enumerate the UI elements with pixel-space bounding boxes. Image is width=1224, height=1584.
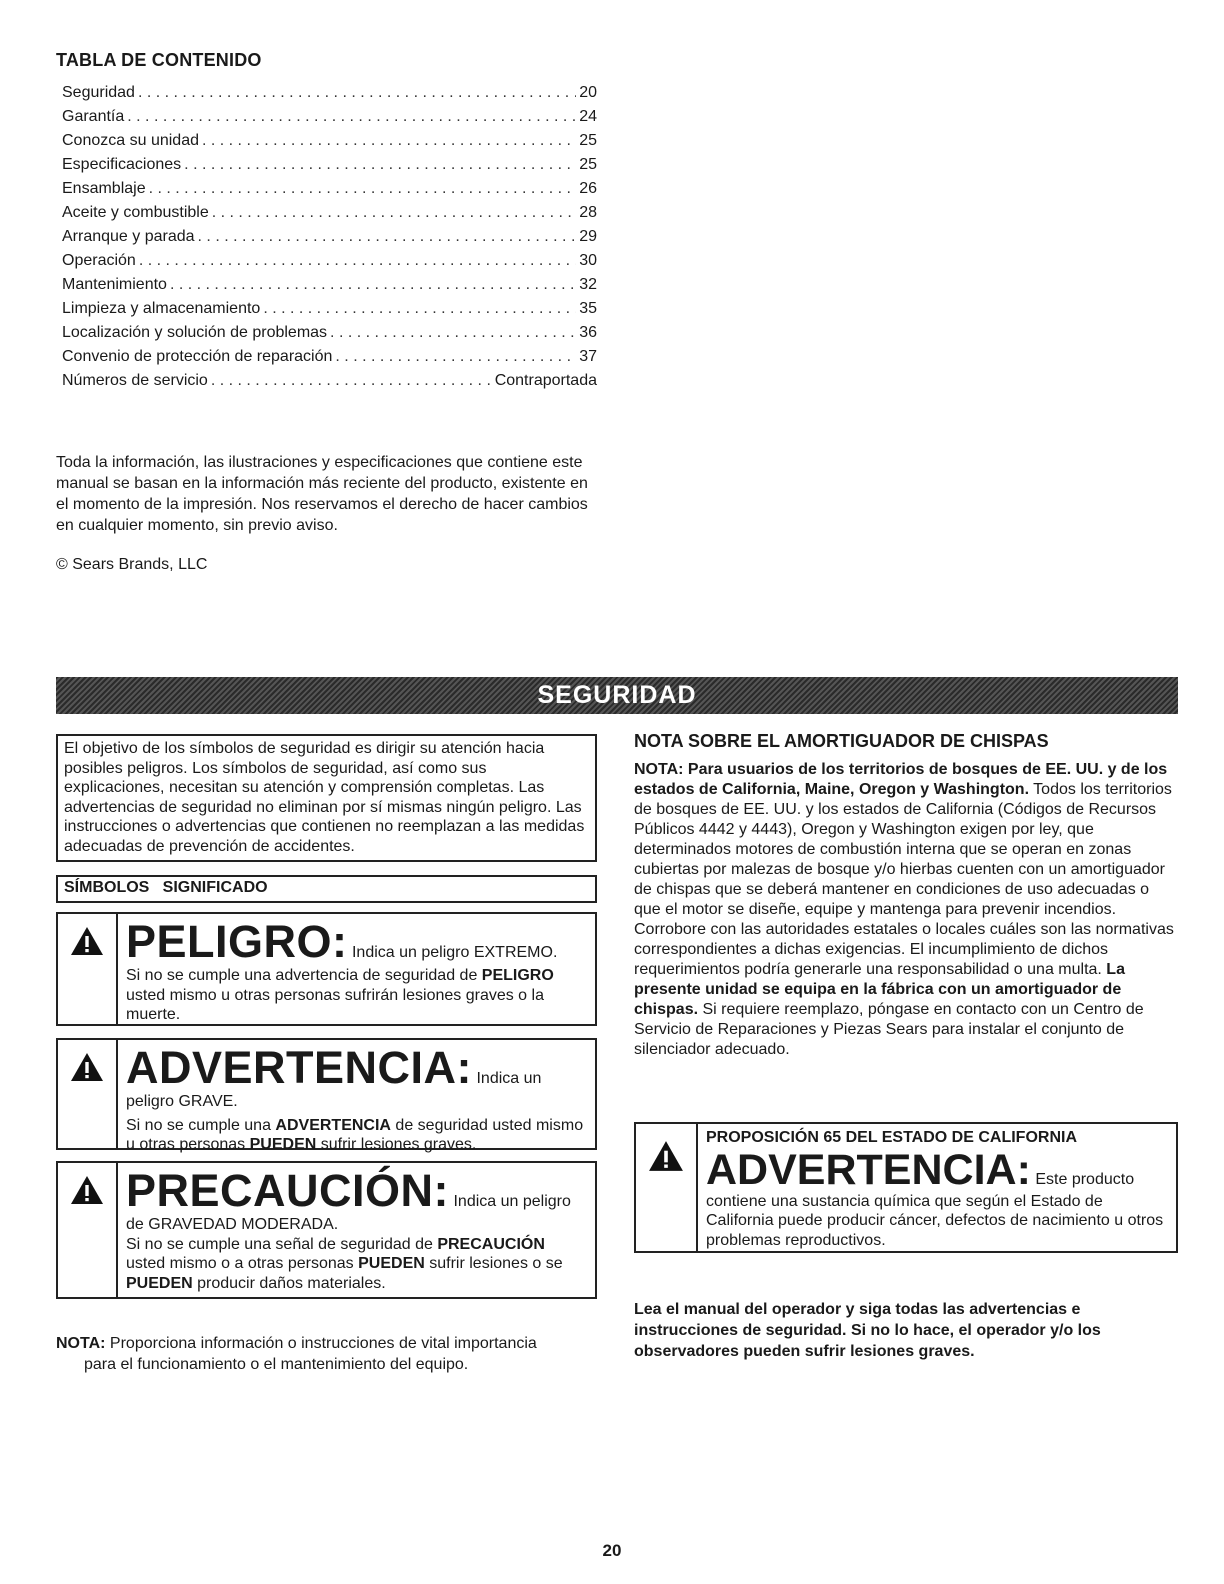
toc-entry: [62, 84, 597, 108]
spark-bold-lead: NOTA: Para usuarios de los territorios de bosques de EE. UU. y de los estados de California, Maine, Oregon y Washington.: [634, 761, 1168, 798]
toc-entry-page: 26: [579, 180, 597, 197]
page-number: 20: [602, 1541, 622, 1560]
table-of-contents: [62, 84, 597, 396]
copyright: © Sears Brands, LLC: [56, 556, 208, 573]
symbols-header: SÍMBOLOS SIGNIFICADO: [56, 875, 597, 903]
signal-precaucion: [56, 1161, 597, 1299]
spark-arrester-body: [634, 760, 1179, 1060]
warning-triangle-icon: [58, 1040, 118, 1148]
toc-leader-dots: [149, 180, 577, 198]
warning-triangle-icon: [58, 1163, 118, 1297]
toc-leader-dots: [127, 108, 576, 126]
spark-text: Todos los territorios de bosques de EE. UU. y los estados de California (Códigos de Recursos Públicos 4442 y 4443), Oregon y Washington exigen por ley, que determinados motores de combustión interna que se operan en zonas cubiertas por malezas de bosque y/o hierbas cuenten con un amortiguador de chispas que se deberá mantener en condiciones de uso adecuadas o que el motor se diseñe, equipe y mantenga para prevenir incendios. Corrobore con las autoridades estatales o locales cuáles son las normativas correspondientes a dichas exigencias. El incumplimiento de dichos requerimientos podría generarle una responsabilidad o una multa.: [634, 781, 1174, 978]
toc-entry-page: Contraportada: [494, 372, 597, 389]
spark-text: Si requiere reemplazo, póngase en contacto con un Centro de Servicio de Reparaciones y Piezas Sears para instalar el conjunto de silenciador adecuado.: [634, 1001, 1144, 1058]
signal-word: PELIGRO:: [126, 916, 348, 967]
toc-entry-page: 36: [579, 324, 597, 341]
toc-entry-page: 29: [579, 228, 597, 245]
signal-word: ADVERTENCIA:: [126, 1042, 473, 1093]
signal-text: Si no se cumple una señal de seguridad de: [126, 1235, 438, 1253]
toc-entry: [62, 108, 597, 132]
signal-emph: PRECAUCIÓN: [437, 1235, 545, 1253]
toc-leader-dots: [138, 84, 576, 102]
toc-entry: [62, 252, 597, 276]
signal-word: ADVERTENCIA:: [706, 1145, 1031, 1194]
toc-entry-page: 28: [579, 204, 597, 221]
prop65-title: PROPOSICIÓN 65 DEL ESTADO DE CALIFORNIA: [706, 1129, 1078, 1146]
toc-entry-label: Números de servicio: [62, 372, 208, 389]
signal-text: sufrir lesiones graves.: [316, 1136, 477, 1153]
warning-triangle-icon: [636, 1124, 698, 1251]
signal-lead: Indica un peligro GRAVE.: [126, 1070, 542, 1110]
signal-text: usted mismo u otras personas sufrirán lesiones graves o la muerte.: [126, 986, 544, 1023]
signal-word: PRECAUCIÓN:: [126, 1165, 450, 1216]
toc-entry: [62, 372, 597, 396]
toc-entry-page: 20: [579, 84, 597, 101]
toc-entry: [62, 348, 597, 372]
toc-leader-dots: [211, 372, 492, 390]
signal-text: sufrir lesiones o se: [424, 1255, 563, 1272]
signal-text: Si no se cumple una: [126, 1116, 276, 1134]
nota-paragraph: [56, 1333, 601, 1375]
warning-triangle-icon: [58, 914, 118, 1024]
toc-entry-label: Arranque y parada: [62, 228, 195, 245]
toc-leader-dots: [170, 276, 576, 294]
toc-entry-label: Mantenimiento: [62, 276, 167, 293]
signal-text: producir daños materiales.: [192, 1274, 386, 1292]
toc-leader-dots: [139, 252, 576, 270]
toc-leader-dots: [263, 300, 576, 318]
toc-entry-label: Aceite y combustible: [62, 204, 209, 221]
toc-entry-page: 24: [579, 108, 597, 125]
toc-entry-label: Limpieza y almacenamiento: [62, 300, 261, 317]
toc-entry-label: Localización y solución de problemas: [62, 324, 328, 341]
toc-leader-dots: [330, 324, 576, 342]
spark-bold-mid: La presente unidad se equipa en la fábrica con un amortiguador de chispas.: [634, 961, 1125, 1018]
nota-text: para el funcionamiento o el mantenimiento del equipo.: [84, 1356, 469, 1373]
toc-entry-label: Ensamblaje: [62, 180, 146, 197]
signal-emph: PUEDEN: [358, 1255, 425, 1272]
toc-entry-page: 30: [579, 252, 597, 269]
toc-leader-dots: [212, 204, 576, 222]
toc-entry-label: Convenio de protección de reparación: [62, 348, 333, 365]
toc-entry-label: Garantía: [62, 108, 125, 125]
toc-entry-label: Operación: [62, 252, 136, 269]
toc-entry: [62, 180, 597, 204]
signal-text: de seguridad usted mismo u otras personas: [126, 1116, 584, 1153]
prop65-warning-box: [634, 1122, 1178, 1253]
nota-text: Proporciona información o instrucciones de vital importancia: [105, 1335, 537, 1352]
toc-entry: [62, 276, 597, 300]
section-banner-title: SEGURIDAD: [537, 681, 697, 709]
toc-leader-dots: [335, 348, 576, 366]
toc-entry: [62, 156, 597, 180]
toc-entry-page: 25: [579, 132, 597, 149]
signal-emph: PUEDEN: [249, 1136, 317, 1153]
safety-purpose-box: El objetivo de los símbolos de seguridad es dirigir su atención hacia posibles peligros. Los símbolos de seguridad, así como sus explicaciones, necesitan su atención y comprensión completas. Las advertencias de seguridad no eliminan por sí mismas ningún peligro. Las instrucciones o advertencias que contienen no reemplazan a las medidas adecuadas de prevención de accidentes.: [56, 734, 597, 862]
spark-arrester-heading: NOTA SOBRE EL AMORTIGUADOR DE CHISPAS: [634, 731, 1049, 751]
read-manual-warning: Lea el manual del operador y siga todas las advertencias e instrucciones de seguridad. Si no lo hace, el operador y/o los observadores pueden sufrir lesiones graves.: [634, 1301, 1101, 1360]
toc-entry-page: 35: [579, 300, 597, 317]
toc-leader-dots: [198, 228, 577, 246]
signal-emph: ADVERTENCIA: [275, 1116, 391, 1134]
toc-entry-page: 37: [579, 348, 597, 365]
toc-entry: [62, 324, 597, 348]
toc-leader-dots: [202, 132, 576, 150]
signal-lead: Indica un peligro de GRAVEDAD MODERADA.: [126, 1193, 571, 1233]
toc-leader-dots: [184, 156, 576, 174]
signal-lead: Indica un peligro EXTREMO.: [351, 944, 558, 961]
toc-entry: [62, 204, 597, 228]
signal-text: usted mismo o a otras personas: [126, 1255, 359, 1272]
signal-peligro: [56, 912, 597, 1026]
signal-advertencia: [56, 1038, 597, 1153]
signal-emph: PUEDEN: [126, 1274, 193, 1292]
prop65-text: Este producto contiene una sustancia química que según el Estado de California puede producir cáncer, defectos de nacimiento u otros problemas reproductivos.: [706, 1170, 1164, 1249]
signal-text: Si no se cumple una advertencia de seguridad de: [126, 967, 482, 984]
nota-label: NOTA:: [56, 1335, 106, 1352]
toc-entry: [62, 300, 597, 324]
toc-heading: TABLA DE CONTENIDO: [56, 50, 262, 70]
toc-entry-page: 25: [579, 156, 597, 173]
toc-entry: [62, 132, 597, 156]
toc-entry-label: Conozca su unidad: [62, 132, 199, 149]
intro-paragraph: Toda la información, las ilustraciones y especificaciones que contiene este manual se basan en la información más reciente del producto, existente en el momento de la impresión. Nos reservamos el derecho de hacer cambios en cualquier momento, sin previo aviso.: [56, 454, 588, 534]
toc-entry-label: Seguridad: [62, 84, 135, 101]
section-banner: [56, 677, 1178, 714]
toc-entry-label: Especificaciones: [62, 156, 182, 173]
toc-entry-page: 32: [579, 276, 597, 293]
toc-entry: [62, 228, 597, 252]
signal-emph: PELIGRO: [481, 967, 554, 984]
